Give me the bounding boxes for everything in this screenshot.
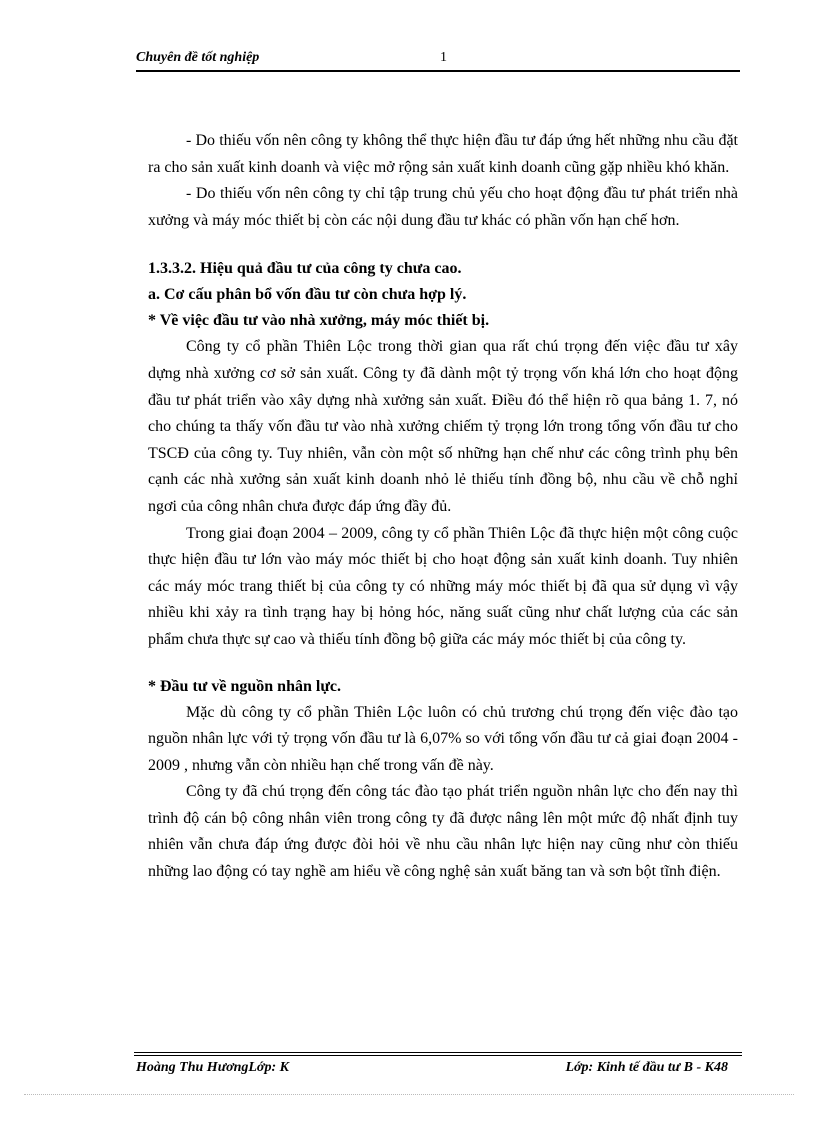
footer-rule-bottom [134, 1055, 742, 1056]
paragraph-hr-2: Công ty đã chú trọng đến công tác đào tạo phát triển nguồn nhân lực cho đến nay thì trình độ cán bộ công nhân viên trong công ty đã được nâng lên một mức độ nhất định tuy nhiên vẫn chưa đáp ứng được đòi hỏi về nhu cầu nhân lực hiện nay cũng như còn thiếu những lao động có tay nghề am hiểu về công nghệ sản xuất băng tan và sơn bột tĩnh điện. [148, 783, 738, 881]
paragraph-hr-1: Mặc dù công ty cổ phần Thiên Lộc luôn có chủ trương chú trọng đến việc đào tạo nguồn nhân lực với tỷ trọng vốn đầu tư là 6,07% so với tổng vốn đầu tư cả giai đoạn 2004 - 2009 , nhưng vẫn còn nhiều hạn chế trong vấn đề này. [148, 703, 738, 774]
spacer [148, 654, 738, 674]
page-header [136, 48, 740, 72]
footer-class: Lớp: Kinh tế đầu tư B - K48 [565, 1060, 728, 1075]
paragraph-factory: Công ty cổ phần Thiên Lộc trong thời gian qua rất chú trọng đến việc đầu tư xây dựng nhà xưởng cơ sở sản xuất. Công ty đã dành một tỷ trọng vốn khá lớn cho hoạt động đầu tư phát triển vào xây dựng nhà xưởng sản xuất. Điều đó thể hiện rõ qua bảng 1. 7, nó cho chúng ta thấy vốn đầu tư vào nhà xưởng chiếm tỷ trọng lớn trong tổng vốn đầu tư cho TSCĐ của công ty. Tuy nhiên, vẫn còn một số những hạn chế như các công trình phụ bên cạnh các nhà xưởng sản xuất kinh doanh nhỏ lẻ thiếu tính đồng bộ, nhu cầu về chỗ nghỉ ngơi của công nhân chưa được đáp ứng đầy đủ. [148, 338, 738, 515]
header-title: Chuyên đề tốt nghiệp [136, 50, 260, 65]
hr-heading: * Đầu tư về nguồn nhân lực. [148, 677, 342, 695]
section-heading: 1.3.3.2. Hiệu quả đầu tư của công ty chưa cao. [148, 260, 462, 278]
page-bottom-border [24, 1094, 794, 1095]
page-number: 1 [440, 50, 447, 65]
factory-heading: * Về việc đầu tư vào nhà xưởng, máy móc thiết bị. [148, 312, 490, 330]
document-body [148, 128, 738, 886]
paragraph-capital-shortage-2: - Do thiếu vốn nên công ty chỉ tập trung chủ yếu cho hoạt động đầu tư phát triển nhà xưởng và máy móc thiết bị còn các nội dung đầu tư khác có phần vốn hạn chế hơn. [148, 185, 738, 229]
spacer [148, 234, 738, 256]
subsection-heading: a. Cơ cấu phân bổ vốn đầu tư còn chưa hợp lý. [148, 286, 467, 304]
paragraph-machinery: Trong giai đoạn 2004 – 2009, công ty cổ phần Thiên Lộc đã thực hiện một công cuộc thực hiện đầu tư lớn vào máy móc thiết bị cho hoạt động sản xuất kinh doanh. Tuy nhiên các máy móc trang thiết bị của công ty có những máy móc thiết bị đã qua sử dụng vì vậy nhiều khi xảy ra tình trạng hay bị hỏng hóc, năng suất cũng như chất lượng của các sản phẩm chưa thực sự cao và thiếu tính đồng bộ giữa các máy móc thiết bị của công ty. [148, 524, 738, 648]
page-footer [136, 1060, 740, 1080]
footer-rule-top [134, 1052, 742, 1053]
paragraph-capital-shortage-1: - Do thiếu vốn nên công ty không thể thực hiện đầu tư đáp ứng hết những nhu cầu đặt ra cho sản xuất kinh doanh và việc mở rộng sản xuất kinh doanh cũng gặp nhiều khó khăn. [148, 132, 738, 176]
footer-author: Hoàng Thu HươngLớp: K [136, 1060, 289, 1075]
